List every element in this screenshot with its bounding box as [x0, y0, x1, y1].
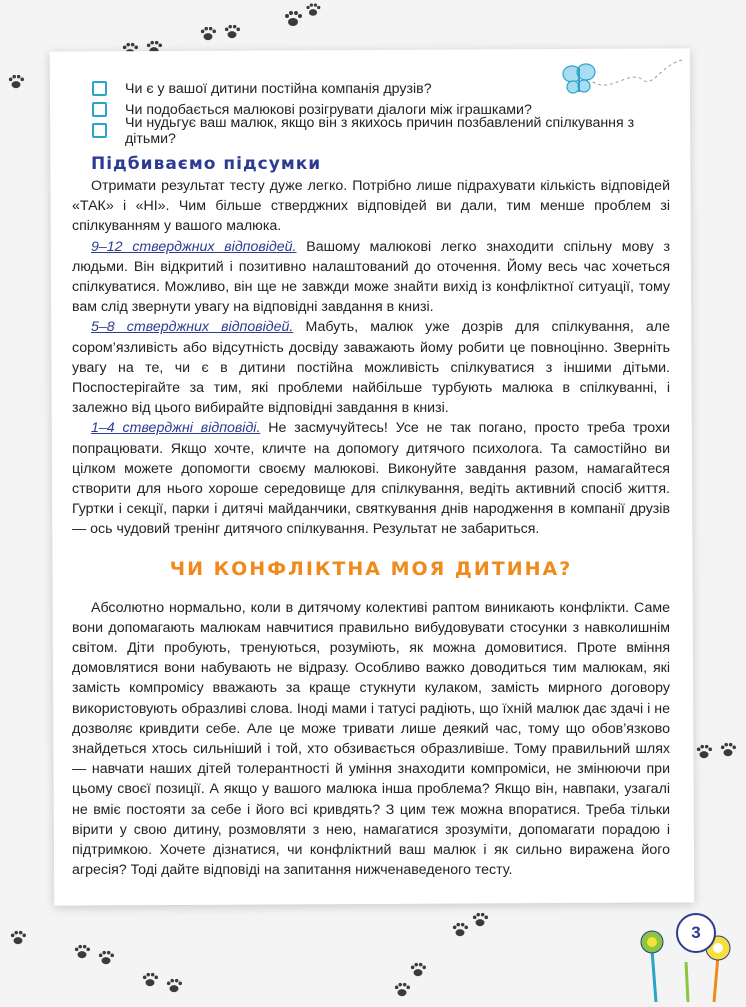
paw-print-icon: [304, 2, 322, 20]
checkbox-icon[interactable]: [92, 81, 107, 96]
page-number: 3: [676, 913, 716, 953]
paw-print-icon: [392, 982, 412, 1000]
paw-print-icon: [282, 10, 304, 30]
section-paragraph: Абсолютно нормально, коли в дитячому колективі раптом виникають конфлікти. Саме вони допомагають малюкам навчитися правильно вибудовувати стосунки з навколишнім світом. Діти пробують, тренуються, розуміють, як можна домовитися. Проте вміння домовлятися вони набувають не відразу. Особливо важко доводиться тим малюкам, які замість компромісу вважають за краще стукнути кулаком, замість мирного договору використовують образливі слова. Іноді мами і татусі радіють, що їхній малюк дає здачі і не дозволяє кривдити себе. Але це може тривати лише деякий час, тому що обов’язково знайдеться хтось сильніший і той, хто обзивається образливіше. Тому правильний шлях — навчати наших дітей толерантності й уміння знаходити компроміси, не змінюючи при цьому своєї позиції. А якщо у вашого малюка інша проблема? Якщо він, навпаки, узагалі не вміє постояти за себе і його всі кривдять? З цим теж можна впоратися. Треба тільки вірити у свою дитину, розмовляти з нею, намагатися зрозуміти, допомагати порадою і підтримкою. Хочете дізнатися, чи конфліктний ваш малюк і як сильно виражена його агресія? Тоді дайте відповіді на запитання нижченаведеного тесту.: [72, 599, 670, 879]
paw-print-icon: [450, 922, 470, 940]
paw-print-icon: [96, 950, 116, 968]
result-paragraph: [72, 317, 670, 418]
paw-print-icon: [694, 744, 714, 762]
summary-heading: Підбиваємо підсумки: [91, 154, 322, 174]
paw-print-icon: [8, 930, 28, 948]
result-text: Мабуть, малюк уже дозрів для спілкування, але сором’язливість або відсутність досвіду заважають йому робити це повноцінно. Зверніть увагу на те, чи є в дитини постійна можливість спілкуватися з іншими дітьми. Поспостерігайте за тим, які проблеми найбільше турбують малюка в спілкуванні, і залежно від цього вибирайте відповідні завдання в книзі.: [72, 319, 670, 417]
paw-print-icon: [222, 24, 242, 42]
paw-print-icon: [72, 944, 92, 962]
paw-print-icon: [470, 912, 490, 930]
result-label: 1–4 стверджні відповіді.: [91, 420, 261, 437]
result-text: Не засмучуйтесь! Усе не так погано, просто треба трохи попрацювати. Якщо хочте, кличте на допомогу дитячого психолога. Та самостійно ви цілком можете допомогти своєму малюкові. Виконуйте завдання разом, намагайтеся створити для нього хороше середовище для спілкування, ведіть активний спосіб життя. Гуртки і секції, парки і дитячі майданчики, святкування днів народження в компанії друзів — ось чудовий тренінг дитячого спілкування. Результат не забариться.: [72, 420, 670, 538]
paw-print-icon: [164, 978, 184, 996]
paw-print-icon: [198, 26, 218, 44]
paw-print-icon: [408, 962, 428, 980]
result-label: 9–12 стверджних відповідей.: [91, 238, 297, 255]
page-content: [72, 78, 670, 881]
result-paragraph: [72, 237, 670, 318]
checkbox-icon[interactable]: [92, 123, 107, 138]
checkbox-icon[interactable]: [92, 102, 107, 117]
paw-print-icon: [6, 74, 26, 92]
question-item: [72, 78, 670, 99]
paw-print-icon: [718, 742, 738, 760]
result-paragraph: [72, 418, 670, 539]
result-label: 5–8 стверджних відповідей.: [91, 319, 294, 336]
intro-paragraph: Отримати результат тесту дуже легко. Потрібно лише підрахувати кількість відповідей «ТАК» і «НІ». Чим більше стверджних відповідей ви дали, тим менше проблем зі спілкуванням у вашого малюка.: [72, 178, 670, 235]
question-text: Чи є у вашої дитини постійна компанія друзів?: [125, 80, 432, 97]
section-heading: ЧИ КОНФЛІКТНА МОЯ ДИТИНА?: [169, 557, 573, 580]
question-text: Чи подобається малюкові розігрувати діалоги між іграшками?: [125, 101, 532, 118]
question-text: Чи нудьгує ваш малюк, якщо він з якихось причин позбавлений спілкування з дітьми?: [125, 114, 635, 147]
question-item: [72, 114, 670, 147]
result-text: Вашому малюкові легко знаходити спільну мову з людьми. Він відкритий і позитивно налаштований до оточення. Йому весь час хочеться спілкуватися. Можливо, він ще не завжди може знайти вихід із конфліктної ситуації, тому вам слід звернути увагу на відповідні завдання в книзі.: [72, 238, 670, 316]
paw-print-icon: [140, 972, 160, 990]
